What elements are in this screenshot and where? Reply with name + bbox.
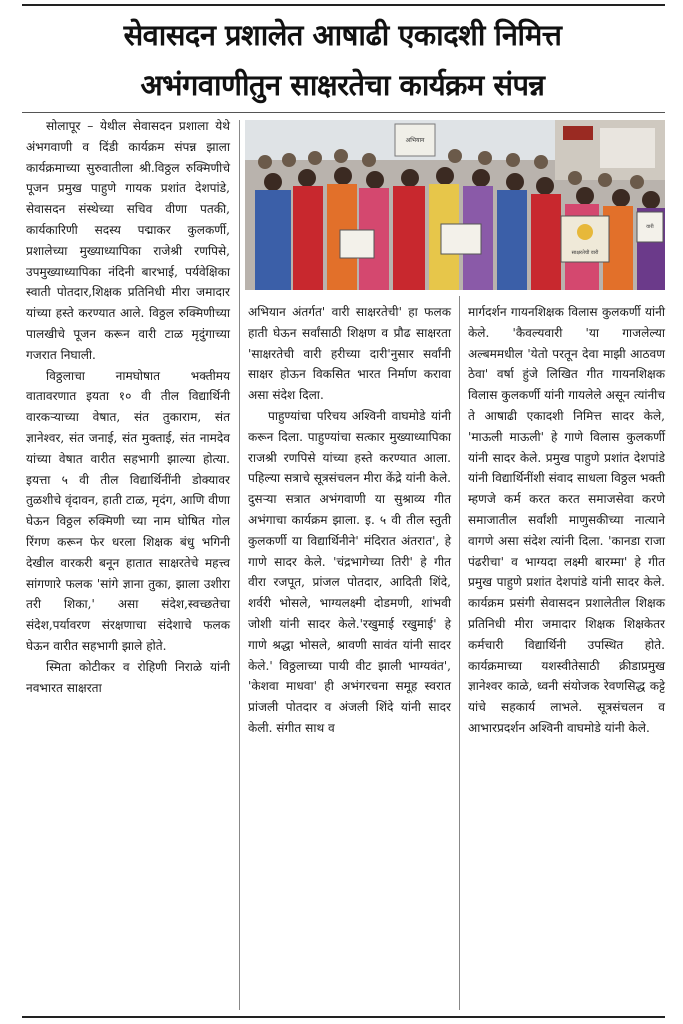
article-column-2	[248, 302, 451, 739]
headline-rule	[22, 112, 665, 113]
photo-sign-text: साक्षरतेची वारी	[571, 250, 599, 256]
photo-sign-right-text: वारी	[646, 224, 654, 230]
column-divider-1	[239, 120, 240, 1010]
event-photo-illustration	[245, 120, 665, 290]
paragraph: पाहुण्यांचा परिचय अश्विनी वाघमोडे यांनी करून दिला. पाहुण्यांचा सत्कार मुख्याध्यापिका राजश्री रणपिसे यांच्या हस्ते करण्यात आला. पहिल्या सत्राचे सूत्रसंचलन मीरा केंद्रे यांनी केले. दुसऱ्या सत्रात अभंगवाणी या सुश्राव्य गीत अभंगाचा कार्यक्रम झाला. इ. ५ वी तील स्तुती कुलकर्णी या विद्यार्थिनीने' मंदिरात अंतरात', हे गाणे सादर केले. 'चंद्रभागेच्या तिरी' हे गीत वीरा रजपूत, प्रांजल पोतदार, आदिती शिंदे, शर्वरी भोसले, भाग्यलक्ष्मी दोडमणी, शांभवी जोशी यांनी सादर केले.'रखुमाई रखुमाई' हे गाणे श्रद्धा भोसले, श्रावणी सावंत यांनी सादर केले.' विठ्ठलाच्या पायी वीट झाली भाग्यवंत', 'केशवा माधवा' ही अभंगरचना समूह स्वरात प्रांजली पोतदार व अंजली शिंदे यांनी सादर केली. संगीत साथ व	[248, 408, 451, 735]
paragraph: मार्गदर्शन गायनशिक्षक विलास कुलकर्णी यांनी केले. 'कैवल्यवारी 'या गाजलेल्या अल्बममधील 'येतो परतून देवा माझी आठवण ठेवा' वर्षा हुंजे लिखित गीत गायनशिक्षक विलास कुलकर्णी यांनी गायलेले असून त्यांनीच ते आषाढी एकादशी निमित्त सादर केले, 'माऊली माऊली' हे गाणे विलास कुलकर्णी यांनी सादर केले. प्रमुख पाहुणे प्रशांत देशपांडे यांनी विद्यार्थिनींशी संवाद साधला विठ्ठल भक्ती म्हणजे कर्म करत करत समाजसेवा करणे समाजातील सर्वांशी माणुसकीच्या नात्याने वागणे असा संदेश त्यांनी दिला. 'कानडा राजा पंढरीचा' व भाग्यदा लक्ष्मी बारम्मा' हे गीत प्रमुख पाहुणे प्रशांत देशपांडे यांनी सादर केले. कार्यक्रम प्रसंगी सेवासदन प्रशालेतील शिक्षक प्रतिनिधी मीरा जमादार शिक्षक शिक्षकेतर कर्मचारी विद्यार्थिनी उपस्थित होते. कार्यक्रमाच्या यशस्वीतेसाठी क्रीडाप्रमुख ज्ञानेश्वर काळे, ध्वनी संयोजक रेवणसिद्ध कट्टे यांचे सहकार्य लाभले. सूत्रसंचलन व आभारप्रदर्शन अश्विनी वाघमोडे यांनी केले.	[468, 305, 665, 735]
headline-line-1: सेवासदन प्रशालेत आषाढी एकादशी निमित्त	[123, 18, 562, 52]
headline	[20, 10, 665, 110]
article-column-1	[26, 116, 230, 698]
paragraph: विठ्ठलाचा नामघोषात भक्तीमय वातावरणात इयता १० वी तील विद्यार्थिनी वारकऱ्याच्या वेषात, संत तुकाराम, संत ज्ञानेश्वर, संत जनाई, संत मुक्ताई, संत नामदेव यांच्या वेषात वारीत सहभागी झाल्या होत्या. इयत्ता ५ वी तील विद्यार्थिनींनी डोक्यावर तुळशीचे वृंदावन, हाती टाळ, मृदंग, आणि वीणा घेऊन विठ्ठल रुक्मिणी च्या नाम घोषित गोल रिंगण करून फेर धरला शिक्षक बंधु भगिनी देखील वारकरी बनून हातात साक्षरतेचे महत्त्व सांगणारे फलक 'सांगे ज्ञाना तुका, झाला उशीरा तरी शिका,' असा संदेश,स्वच्छतेचा संदेश,पर्यावरण संरक्षणाचा संदेशाचे फलक घेऊन वारीत सहभागी झाले होते.	[26, 368, 230, 653]
top-rule	[22, 4, 665, 6]
paragraph: सोलापूर – येथील सेवासदन प्रशाला येथे अंभगवाणी व दिंडी कार्यक्रम संपन्न झाला कार्यक्रमाच्या सुरुवातीला श्री.विठ्ठल रुक्मिणीचे पूजन प्रमुख पाहुणे गायक प्रशांत देशपांडे, सेवासदन संस्थेच्या सचिव वीणा पतकी, कार्यकारिणी सदस्य पद्माकर कुलकर्णी, प्रशालेच्या मुख्याध्यापिका राजेश्री रणपिसे, उपमुख्याध्यापिका नंदिनी बारभाई, पर्यवेक्षिका स्वाती पोतदार,शिक्षक प्रतिनिधी मीरा जमादार यांच्या हस्ते करण्यात आले. विठ्ठल रुक्मिणीच्या पालखीचे पूजन करून वारी टाळ मृदुंगाच्या गजरात निघाली.	[26, 119, 230, 362]
photo-board-text: अभियान	[405, 137, 425, 144]
column-divider-2	[459, 296, 460, 1010]
paragraph: स्मिता कोटीकर व रोहिणी निराळे यांनी नवभारत साक्षरता	[26, 659, 230, 695]
event-photo	[245, 120, 665, 290]
article-column-3	[468, 302, 665, 739]
headline-line-2: अभंगवाणीतुन साक्षरतेचा कार्यक्रम संपन्न	[140, 68, 545, 102]
bottom-rule	[22, 1016, 665, 1018]
paragraph: अभियान अंतर्गत' वारी साक्षरतेची' हा फलक हाती घेऊन सर्वांसाठी शिक्षण व प्रौढ साक्षरता 'साक्षरतेची वारी हरीच्या दारी'नुसार सर्वांनी साक्षर होऊन विकसित भारत निर्माण करावा असा संदेश दिला.	[248, 305, 451, 403]
